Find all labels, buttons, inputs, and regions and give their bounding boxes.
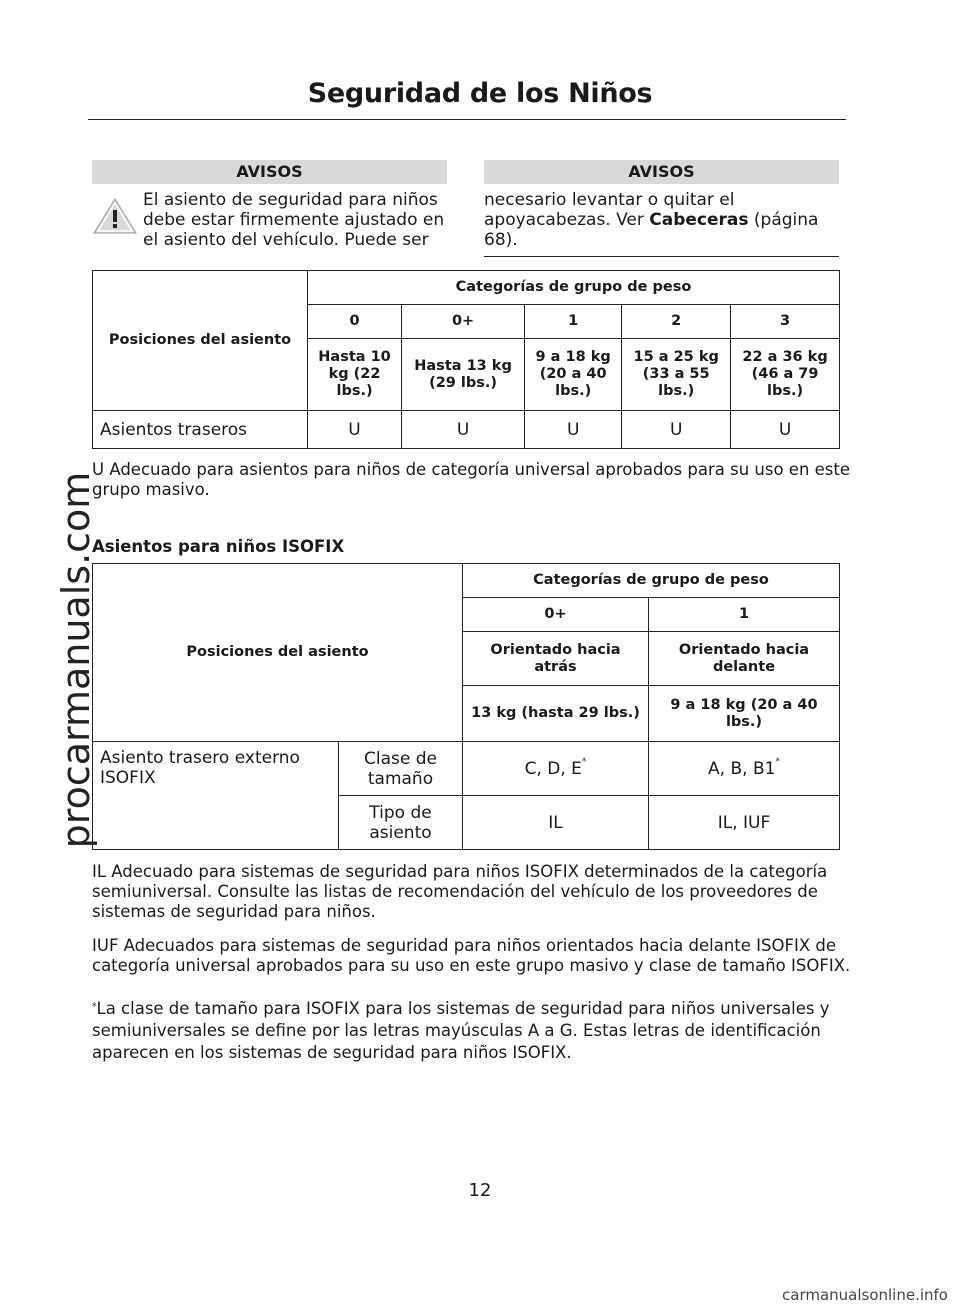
group-1: 1 — [525, 305, 622, 339]
warning-heading-left: AVISOS — [92, 160, 447, 184]
orientation-front: Orientado hacia delante — [649, 632, 840, 686]
weight-cell: 9 a 18 kg (20 a 40 lbs.) — [525, 339, 622, 411]
table-cell: U — [402, 411, 525, 449]
table-cell: A, B, B1* — [649, 742, 840, 796]
group-0plus: 0+ — [463, 598, 649, 632]
note-il: IL Adecuado para sistemas de seguridad para niños ISOFIX determinados de la categoría semiuniversal. Consulte las listas de recomendación del vehículo de los proveedores de sistemas de seguridad para niños. — [92, 862, 828, 921]
group-2: 2 — [622, 305, 731, 339]
table-cell: IL, IUF — [649, 796, 840, 850]
note-footnote: *La clase de tamaño para ISOFIX para los sistemas de seguridad para niños universales y semiuniversales se define por las letras mayúsculas A a G. Estas letras de identificación aparecen en los sistemas de seguridad para niños ISOFIX. — [92, 999, 830, 1062]
table-cell: U — [525, 411, 622, 449]
weight-cell: Hasta 10 kg (22 lbs.) — [308, 339, 402, 411]
table-row — [93, 742, 840, 796]
group-0: 0 — [308, 305, 402, 339]
weight-group-table — [92, 270, 840, 449]
table-cell: U — [731, 411, 840, 449]
note-u: U Adecuado para asientos para niños de categoría universal aprobados para su uso en este grupo masivo. — [92, 460, 851, 499]
weight-cell: 13 kg (hasta 29 lbs.) — [463, 686, 649, 742]
weight-cell: 9 a 18 kg (20 a 40 lbs.) — [649, 686, 840, 742]
warning-triangle-icon — [92, 196, 138, 236]
isofix-table — [92, 563, 840, 850]
warning-heading-right: AVISOS — [484, 160, 839, 184]
footer-watermark: carmanualsonline.info — [782, 1286, 948, 1304]
page-number: 12 — [468, 1180, 492, 1201]
size-class-label: Clase de tamaño — [339, 742, 463, 796]
title-divider — [88, 119, 846, 120]
seat-type-label: Tipo de asiento — [339, 796, 463, 850]
group-1: 1 — [649, 598, 840, 632]
weight-group-header: Categorías de grupo de peso — [308, 271, 840, 305]
warning-divider — [484, 256, 839, 257]
table-cell: IL — [463, 796, 649, 850]
table-cell: U — [622, 411, 731, 449]
warning-text-left: El asiento de seguridad para niños debe estar firmemente ajustado en el asiento del vehículo. Puede ser — [143, 190, 445, 250]
seat-position-header: Posiciones del asiento — [93, 271, 308, 411]
side-watermark: procarmanuals.com — [54, 471, 98, 849]
weight-cell: 22 a 36 kg (46 a 79 lbs.) — [731, 339, 840, 411]
row-label: Asientos traseros — [93, 411, 308, 449]
weight-cell: 15 a 25 kg (33 a 55 lbs.) — [622, 339, 731, 411]
warning-text-right: necesario levantar o quitar el apoyacabezas. Ver Cabeceras (página 68). — [484, 190, 819, 250]
group-0plus: 0+ — [402, 305, 525, 339]
seat-position-header: Posiciones del asiento — [93, 564, 463, 742]
isofix-heading: Asientos para niños ISOFIX — [92, 537, 345, 556]
note-iuf: IUF Adecuados para sistemas de seguridad para niños orientados hacia delante ISOFIX de categoría universal aprobados para su uso en este grupo masivo y clase de tamaño ISOFIX. — [92, 936, 851, 975]
table-cell: U — [308, 411, 402, 449]
weight-group-header: Categorías de grupo de peso — [463, 564, 840, 598]
row-label: Asiento trasero externo ISOFIX — [93, 742, 339, 850]
table-row — [93, 411, 840, 449]
page-title: Seguridad de los Niños — [307, 78, 653, 109]
group-3: 3 — [731, 305, 840, 339]
cabeceras-link[interactable]: Cabeceras — [649, 210, 749, 230]
table-cell: C, D, E* — [463, 742, 649, 796]
weight-cell: Hasta 13 kg (29 lbs.) — [402, 339, 525, 411]
orientation-rear: Orientado hacia atrás — [463, 632, 649, 686]
